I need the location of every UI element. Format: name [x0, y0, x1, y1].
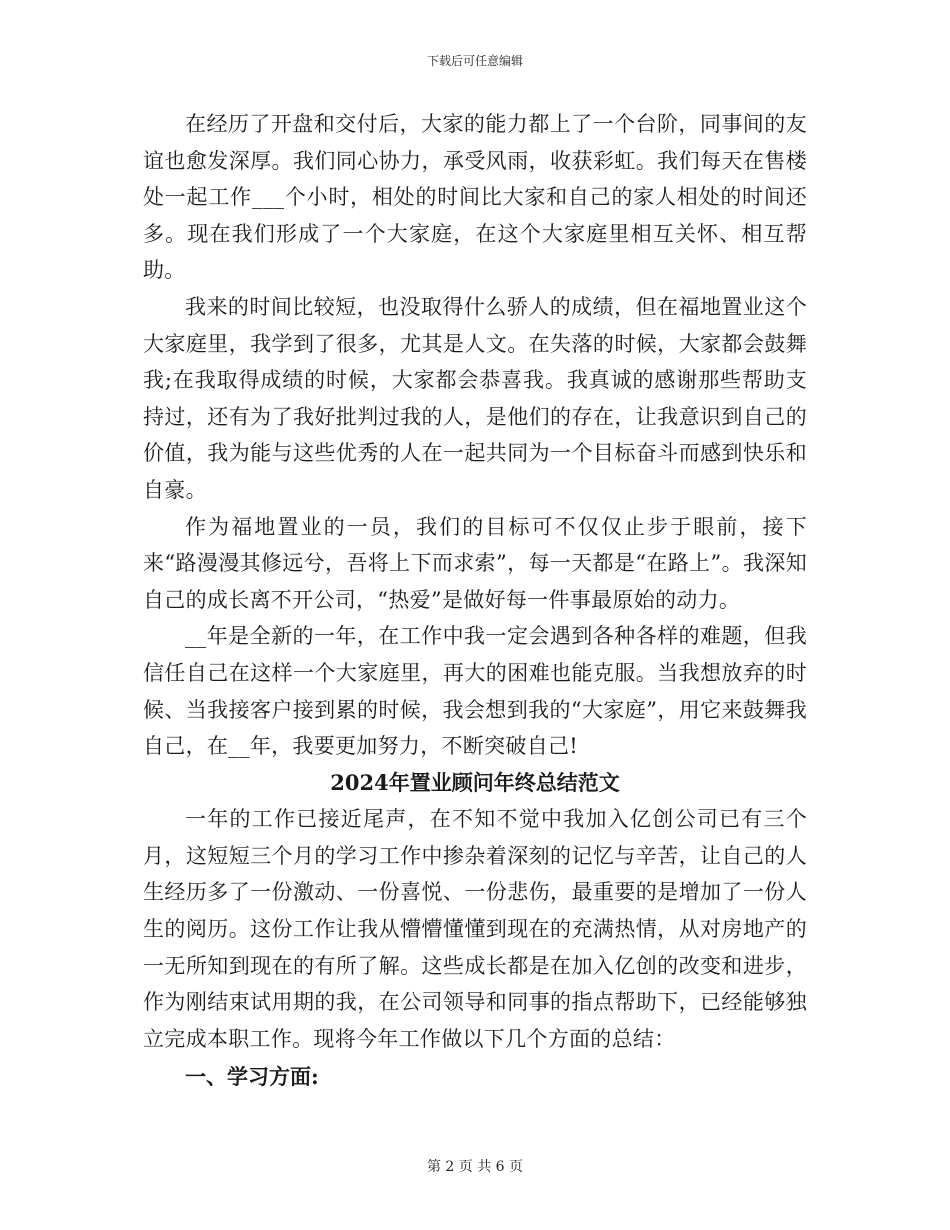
paragraph: 在经历了开盘和交付后，大家的能力都上了一个台阶，同事间的友谊也愈发深厚。我们同心协力，承受风雨，收获彩虹。我们每天在售楼处一起工作___个小时，相处的时间比大家和自己的家人相处的时间还多。现在我们形成了一个大家庭，在这个大家庭里相互关怀、相互帮助。: [143, 112, 807, 283]
page-header: 下载后可任意编辑: [426, 54, 523, 68]
paragraph: 作为福地置业的一员，我们的目标可不仅仅止步于眼前，接下来“路漫漫其修远兮，吾将上下而求索”，每一天都是“在路上”。我深知自己的成长离不开公司，“热爱”是做好每一件事最原始的动力。: [143, 514, 807, 612]
document-body: [143, 106, 807, 1097]
paragraph: 一年的工作已接近尾声，在不知不觉中我加入亿创公司已有三个月，这短短三个月的学习工作中掺杂着深刻的记忆与辛苦，让自己的人生经历多了一份激动、一份喜悦、一份悲伤，最重要的是增加了一份人生的阅历。这份工作让我从懵懵懂懂到现在的充满热情，从对房地产的一无所知到现在的有所了解。这些成长都是在加入亿创的改变和进步，作为刚结束试用期的我，在公司领导和同事的指点帮助下，已经能够独立完成本职工作。现将今年工作做以下几个方面的总结：: [143, 807, 807, 1051]
paragraph: 我来的时间比较短，也没取得什么骄人的成绩，但在福地置业这个大家庭里，我学到了很多，尤其是人文。在失落的时候，大家都会鼓舞我;在我取得成绩的时候，大家都会恭喜我。我真诚的感谢那些帮助支持过，还有为了我好批判过我的人，是他们的存在，让我意识到自己的价值，我为能与这些优秀的人在一起共同为一个目标奋斗而感到快乐和自豪。: [143, 294, 807, 502]
subheading: 一、学习方面:: [185, 1064, 319, 1090]
page-footer: 第 2 页 共 6 页: [426, 1159, 524, 1175]
section-title: 2024年置业顾问年终总结范文: [330, 769, 620, 795]
paragraph: __年是全新的一年，在工作中我一定会遇到各种各样的难题，但我信任自己在这样一个大家庭里，再大的困难也能克服。当我想放弃的时候、当我接客户接到累的时候，我会想到我的“大家庭”，用它来鼓舞我自己，在__年，我要更加努力，不断突破自己!: [143, 624, 807, 759]
